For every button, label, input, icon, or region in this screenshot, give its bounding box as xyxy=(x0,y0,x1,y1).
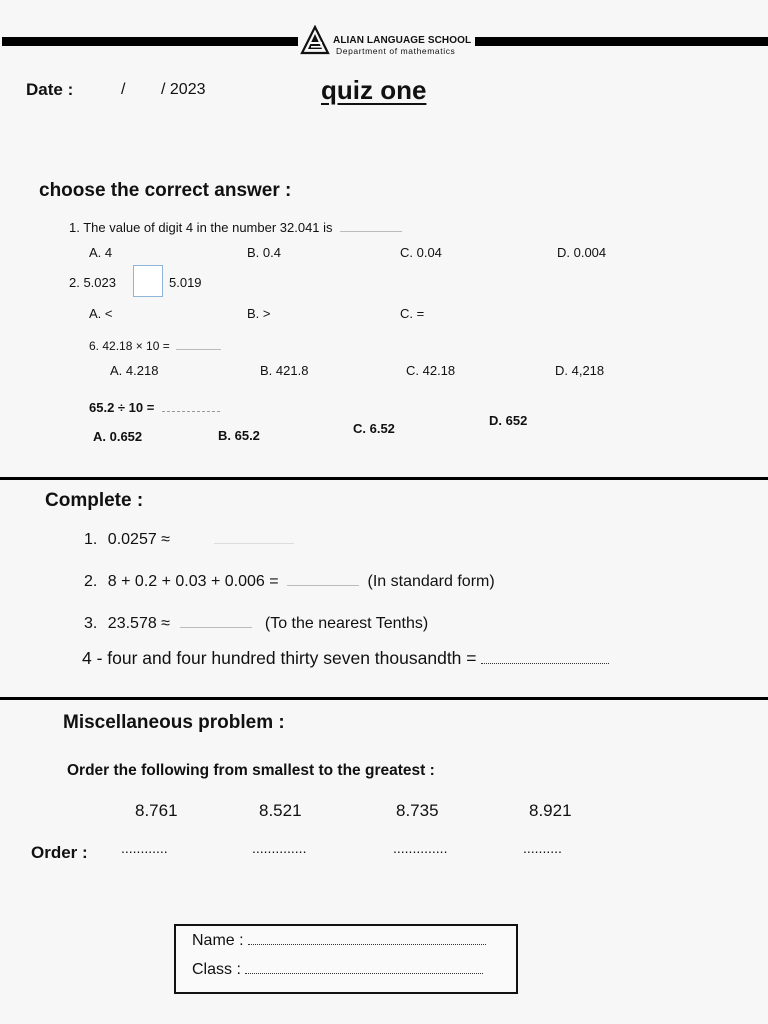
complete-item-1-text: 0.0257 ≈ xyxy=(107,531,170,548)
complete-item-3-note: (To the nearest Tenths) xyxy=(264,615,429,632)
complete-item-2-note: (In standard form) xyxy=(367,573,495,590)
class-field[interactable] xyxy=(245,965,483,974)
section-divider-2 xyxy=(0,697,768,700)
complete-item-2-num: 2. xyxy=(84,573,98,590)
q2-option-a[interactable]: A. < xyxy=(89,306,113,321)
comparison-box[interactable] xyxy=(133,265,163,297)
question-4-text: 65.2 ÷ 10 = xyxy=(89,400,155,415)
section-misc-heading: Miscellaneous problem : xyxy=(63,712,285,733)
order-blank-2[interactable]: .............. xyxy=(252,840,307,856)
q4-option-b[interactable]: B. 65.2 xyxy=(218,428,260,443)
q1-option-a[interactable]: A. 4 xyxy=(89,245,113,260)
complete-item-1-blank[interactable] xyxy=(214,533,294,544)
q2-option-c[interactable]: C. = xyxy=(400,306,425,321)
complete-item-2-blank[interactable] xyxy=(287,575,359,586)
q4-option-c[interactable]: C. 6.52 xyxy=(353,421,395,436)
quiz-title: quiz one xyxy=(321,75,427,105)
q3-option-b[interactable]: B. 421.8 xyxy=(260,363,309,378)
q1-option-c[interactable]: C. 0.04 xyxy=(400,245,442,260)
header-rule-right xyxy=(475,37,768,46)
question-1 xyxy=(69,220,402,235)
section-complete-heading: Complete : xyxy=(45,490,144,511)
name-field[interactable] xyxy=(248,936,486,945)
complete-item-3-blank[interactable] xyxy=(180,617,252,628)
department-name: Department of mathematics xyxy=(336,46,456,56)
question-1-text: 1. The value of digit 4 in the number 32.041 is xyxy=(69,220,333,235)
complete-item-3-text: 23.578 ≈ xyxy=(107,615,170,632)
school-name: ALIAN LANGUAGE SCHOOL xyxy=(333,35,472,46)
order-number-3: 8.735 xyxy=(396,801,439,820)
question-3-text: 6. 42.18 × 10 = xyxy=(89,339,170,353)
order-blank-3[interactable]: .............. xyxy=(393,840,448,856)
question-2-left: 2. 5.023 xyxy=(69,275,116,290)
complete-item-3 xyxy=(84,615,428,633)
order-number-2: 8.521 xyxy=(259,801,302,820)
order-blank-4[interactable]: .......... xyxy=(523,840,562,856)
question-4 xyxy=(89,400,220,415)
name-label: Name : xyxy=(192,932,244,949)
q2-option-b[interactable]: B. > xyxy=(247,306,271,321)
q3-option-d[interactable]: D. 4,218 xyxy=(555,363,605,378)
complete-item-3-num: 3. xyxy=(84,615,98,632)
complete-item-1-num: 1. xyxy=(84,531,98,548)
q4-option-d[interactable]: D. 652 xyxy=(489,413,528,428)
header-rule-left xyxy=(2,37,298,46)
order-instruction: Order the following from smallest to the greatest : xyxy=(67,762,435,779)
q1-option-d[interactable]: D. 0.004 xyxy=(557,245,607,260)
complete-item-2-text: 8 + 0.2 + 0.03 + 0.006 = xyxy=(107,573,279,590)
class-label: Class : xyxy=(192,961,241,978)
complete-item-4 xyxy=(82,648,609,669)
date-value: / / 2023 xyxy=(121,81,206,98)
q4-option-a[interactable]: A. 0.652 xyxy=(93,429,143,444)
complete-item-1 xyxy=(84,531,294,549)
order-label: Order : xyxy=(31,843,88,862)
question-3-blank[interactable] xyxy=(176,339,221,350)
order-number-4: 8.921 xyxy=(529,801,572,820)
q3-option-c[interactable]: C. 42.18 xyxy=(406,363,456,378)
date-label: Date : xyxy=(26,80,74,99)
class-row xyxy=(192,961,483,979)
q1-option-b[interactable]: B. 0.4 xyxy=(247,245,281,260)
question-2-right: 5.019 xyxy=(169,275,202,290)
section-choose-heading: choose the correct answer : xyxy=(39,180,292,201)
school-logo-icon xyxy=(300,25,330,55)
question-1-blank[interactable] xyxy=(340,221,402,232)
complete-item-4-blank[interactable] xyxy=(481,653,609,664)
order-blank-1[interactable]: ............ xyxy=(121,840,168,856)
name-row xyxy=(192,932,486,950)
order-number-1: 8.761 xyxy=(135,801,178,820)
question-4-blank[interactable] xyxy=(162,401,220,412)
section-divider-1 xyxy=(0,477,768,480)
student-info-box xyxy=(174,924,518,994)
question-3 xyxy=(89,339,221,353)
complete-item-2 xyxy=(84,573,495,591)
q3-option-a[interactable]: A. 4.218 xyxy=(110,363,159,378)
complete-item-4-text: 4 - four and four hundred thirty seven thousandth = xyxy=(82,648,477,668)
